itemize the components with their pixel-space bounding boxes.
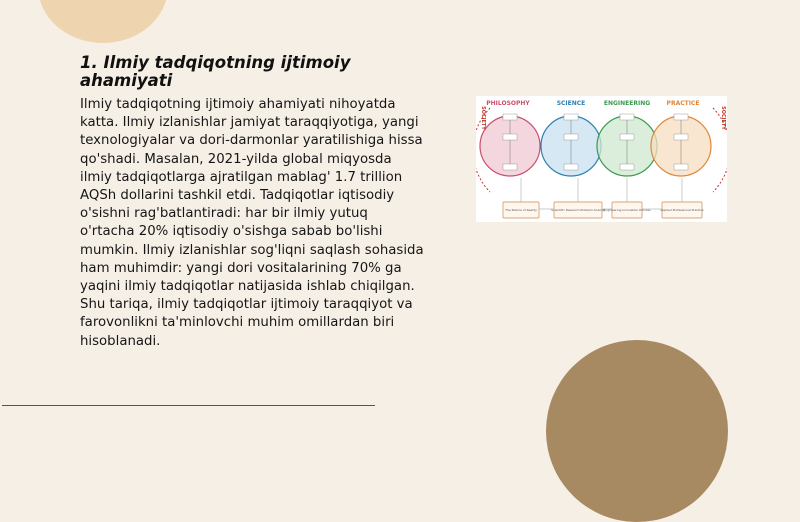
diagram-svg (476, 96, 727, 222)
decorative-circle-top (38, 0, 168, 43)
diagram-header-philosophy: PHILOSOPHY (486, 100, 530, 107)
diagram-header-engineering: ENGINEERING (603, 100, 651, 107)
diagram-header-science: SCIENCE (556, 100, 586, 107)
slide-body-text: Ilmiy tadqiqotning ijtimoiy ahamiyati nihoyatda katta. Ilmiy izlanishlar jamiyat taraqqiyotiga, yangi texnologiyalar va dori-darmonlar yaratilishiga hissa qo'shadi. Masalan, 2021-yilda global miqyosda ilmiy tadqiqotlarga ajratilgan mablag' 1.7 trillion AQSh dollarini tashkil etdi. Tadqiqotlar iqtisodiy o'sishni rag'batlantiradi: har bir ilmiy yutuq o'rtacha 20% iqtisodiy o'sishga sabab bo'lishi mumkin. Ilmiy izlanishlar sog'liqni saqlash sohasida ham muhimdir: yangi dori vositalarining 70% ga yaqini ilmiy tadqiqotlar natijasida ishlab chiqilgan. Shu tariqa, ilmiy tadqiqotlar ijtimoiy taraqqiyot va farovonlikni ta'minlovchi muhim omillardan biri hisoblanadi. (80, 97, 424, 349)
process-box-3-label: Engineering Innovation Process (603, 208, 651, 212)
research-diagram-image (476, 96, 727, 222)
diagram-header-practice: PRACTICE (666, 100, 700, 107)
divider-line (2, 405, 375, 406)
slide-title: 1. Ilmiy tadqiqotning ijtimoiy ahamiyati (80, 53, 351, 90)
society-label-right: SOCIETY (720, 106, 726, 130)
decorative-circle-bottom (546, 340, 728, 522)
process-box-1-label: The Nature of Reality (505, 208, 537, 212)
society-label-left: SOCIETY (480, 106, 486, 130)
process-box-4-label: Applied Professional Practice (660, 208, 704, 212)
process-box-2-label: Scientific Research Problem-Solving (551, 208, 605, 212)
